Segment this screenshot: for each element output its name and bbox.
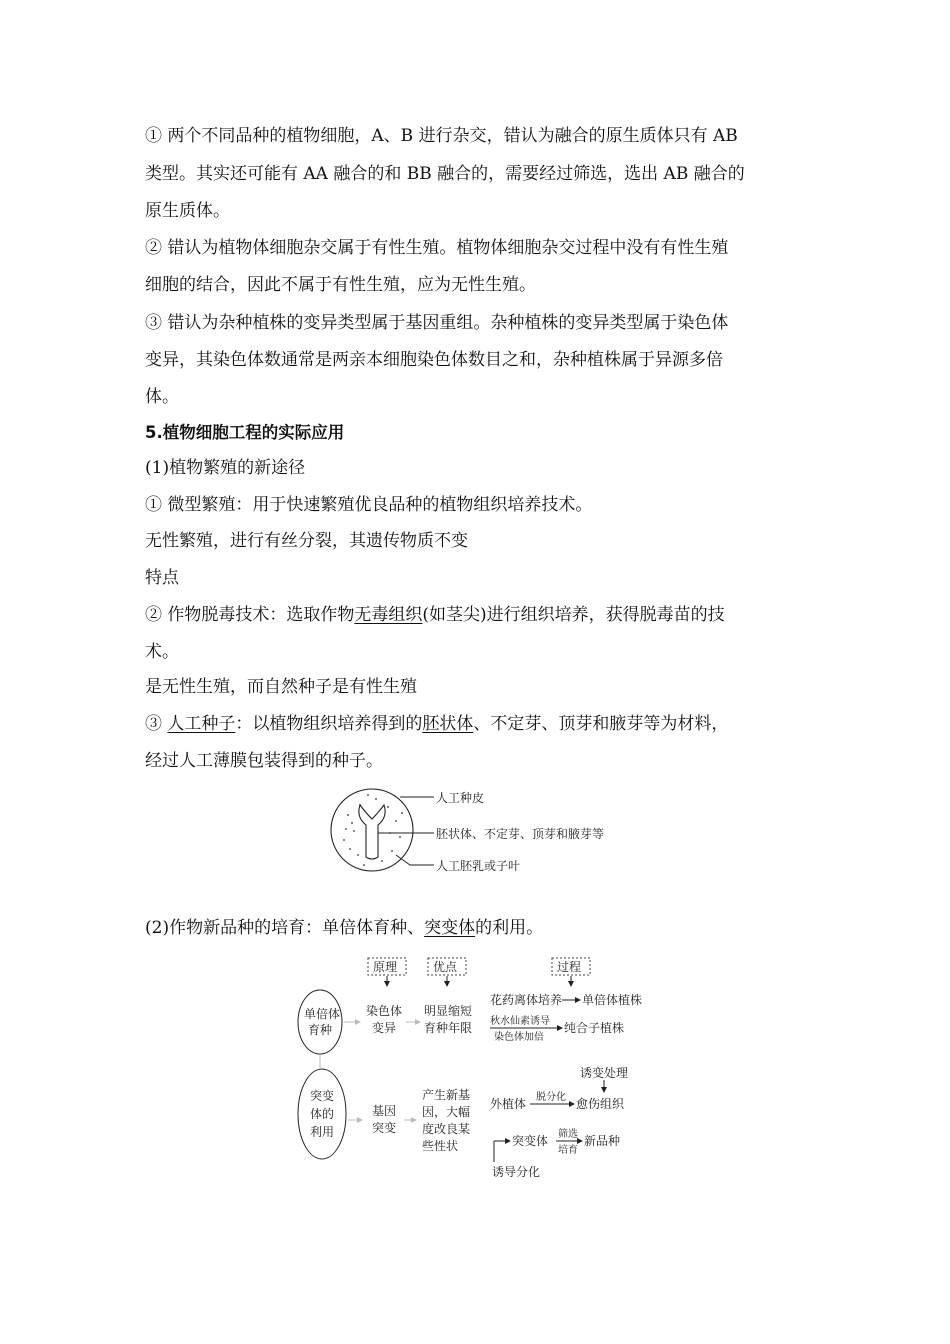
row1-arrow-label: 染色体加倍 <box>494 1032 544 1043</box>
row1-arrow-label: 秋水仙素诱导 <box>490 1016 550 1027</box>
text-line: 术。 <box>145 642 179 662</box>
header-process: 过程 <box>557 960 582 974</box>
underlined-term: 人工种子 <box>167 714 236 734</box>
row2-advantage: 度改良某 <box>422 1122 471 1136</box>
sub-heading: (2)作物新品种的培育：单倍体育种、突变体的利用。 <box>145 918 544 938</box>
embryoid-shape <box>359 805 385 859</box>
underlined-term: 胚状体 <box>422 714 474 734</box>
row2-dediff: 脱分化 <box>536 1092 566 1103</box>
row2-cultivate: 培育 <box>558 1145 578 1156</box>
text-line: 类型。其实还可能有 AA 融合的和 BB 融合的，需要经过筛选，选出 AB 融合的 <box>145 164 745 184</box>
row2-principle: 基因 <box>372 1104 397 1118</box>
section-heading: 5.植物细胞工程的实际应用 <box>145 423 345 442</box>
row2-name: 体的 <box>310 1107 335 1121</box>
text-line: 原生质体。 <box>145 201 230 221</box>
leader-line <box>396 855 434 865</box>
row1-name: 单倍体 <box>304 1007 341 1021</box>
seed-label-embryo: 胚状体、不定芽、顶芽和腋芽等 <box>436 827 605 841</box>
text-line: ② 作物脱毒技术：选取作物无毒组织(如茎尖)进行组织培养，获得脱毒苗的技 <box>145 605 725 625</box>
row1-principle: 变异 <box>372 1021 397 1035</box>
row2-screen: 筛选 <box>558 1129 578 1140</box>
row2-mutant: 突变体 <box>512 1134 549 1148</box>
text-line: ① 两个不同品种的植物细胞，A、B 进行杂交，错认为融合的原生质体只有 AB <box>145 126 738 146</box>
artificial-seed-figure <box>330 785 630 885</box>
header-principle: 原理 <box>373 960 398 974</box>
text-line: 经过人工薄膜包装得到的种子。 <box>145 751 383 771</box>
row2-induce: 诱导分化 <box>492 1165 541 1179</box>
text-line: 细胞的结合，因此不属于有性生殖，应为无性生殖。 <box>145 275 536 295</box>
row2-advantage: 产生新基 <box>422 1088 471 1102</box>
seed-label-coat: 人工种皮 <box>436 791 485 805</box>
annotation-note: 无性繁殖，进行有丝分裂，其遗传物质不变 <box>145 531 468 551</box>
row2-principle: 突变 <box>372 1121 397 1135</box>
row2-explant: 外植体 <box>490 1097 527 1111</box>
row2-new-variety: 新品种 <box>584 1134 621 1148</box>
row2-name: 利用 <box>310 1125 335 1139</box>
row2-advantage: 因，大幅 <box>422 1105 471 1119</box>
text-line: ① 微型繁殖：用于快速繁殖优良品种的植物组织培养技术。 <box>145 495 593 515</box>
header-advantage: 优点 <box>433 960 458 974</box>
breeding-diagram <box>290 952 670 1184</box>
row1-advantage: 明显缩短 <box>424 1004 473 1018</box>
row1-step-result: 单倍体植株 <box>582 993 643 1007</box>
sub-heading: (1)植物繁殖的新途径 <box>145 458 306 478</box>
annotation-note: 是无性生殖，而自然种子是有性生殖 <box>145 677 417 697</box>
row2-treatment: 诱变处理 <box>580 1066 629 1080</box>
text-line: ② 错认为植物体细胞杂交属于有性生殖。植物体细胞杂交过程中没有有性生殖 <box>145 238 729 258</box>
row2-advantage: 些性状 <box>422 1139 459 1153</box>
row1-name: 育种 <box>308 1023 333 1037</box>
text-line: ③ 错认为杂种植株的变异类型属于基因重组。杂种植株的变异类型属于染色体 <box>145 313 729 333</box>
annotation-note: 特点 <box>145 568 179 588</box>
text-line: 变异，其染色体数通常是两亲本细胞染色体数目之和，杂种植株属于异源多倍 <box>145 350 723 370</box>
text-line: ③ 人工种子：以植物组织培养得到的胚状体、不定芽、顶芽和腋芽等为材料， <box>145 714 729 734</box>
row1-step: 花药离体培养 <box>490 993 563 1007</box>
row2-callus: 愈伤组织 <box>576 1097 625 1111</box>
haploid-breeding-ellipse <box>298 990 342 1054</box>
seed-label-endosperm: 人工胚乳或子叶 <box>436 859 521 873</box>
underlined-term: 突变体 <box>424 918 476 938</box>
row2-name: 突变 <box>310 1089 335 1103</box>
text-line: 体。 <box>145 387 179 407</box>
row1-final: 纯合子植株 <box>564 1021 625 1035</box>
row1-advantage: 育种年限 <box>424 1021 473 1035</box>
row1-principle: 染色体 <box>366 1004 403 1018</box>
underlined-term: 无毒组织 <box>354 605 423 625</box>
